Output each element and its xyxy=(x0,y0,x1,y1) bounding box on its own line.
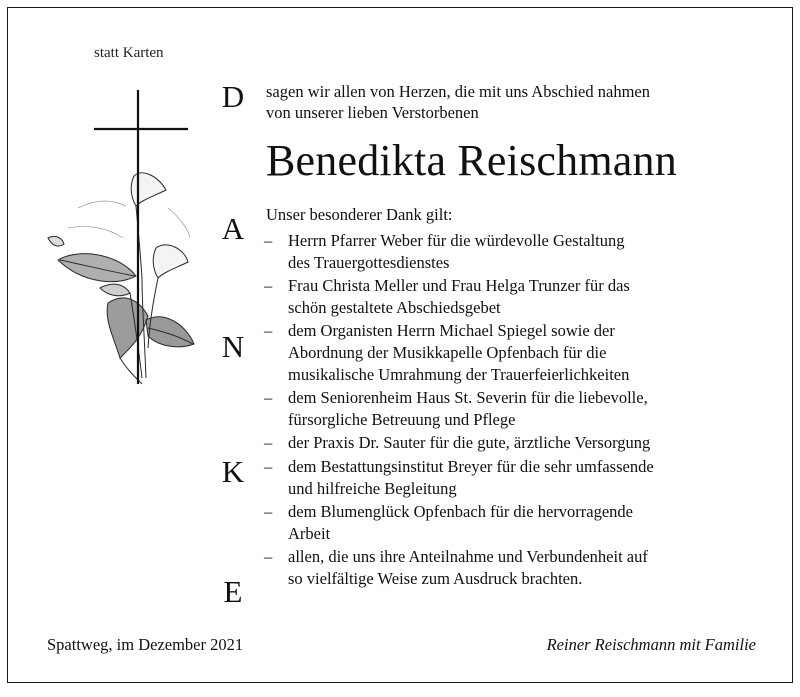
danke-letter-d: D xyxy=(221,79,245,114)
list-item-line: der Praxis Dr. Sauter für die gute, ärztliche Versorgung xyxy=(288,433,651,453)
list-item-line: Arbeit xyxy=(288,523,331,543)
dash-bullet: – xyxy=(264,547,273,567)
dash-bullet: – xyxy=(264,321,273,341)
list-item xyxy=(264,230,774,273)
list-item-line: Abordnung der Musikkapelle Opfenbach für die xyxy=(288,342,607,362)
list-item xyxy=(264,275,774,318)
intro-line-1: sagen wir allen von Herzen, die mit uns Abschied nahmen xyxy=(266,82,650,101)
thanks-heading: Unser besonderer Dank gilt: xyxy=(266,205,453,224)
list-item-line: fürsorgliche Betreuung und Pflege xyxy=(288,409,516,429)
list-item xyxy=(264,501,774,544)
list-item-line: Frau Christa Meller und Frau Helga Trunzer für das xyxy=(288,276,630,296)
list-item-line: dem Seniorenheim Haus St. Severin für die liebevolle, xyxy=(288,388,648,408)
list-item-line: allen, die uns ihre Anteilnahme und Verbundenheit auf xyxy=(288,547,648,567)
intro-text xyxy=(266,81,650,123)
list-item xyxy=(264,456,774,499)
list-item-line: so vielfältige Weise zum Ausdruck brachten. xyxy=(288,568,583,588)
list-item xyxy=(264,546,774,589)
list-item-line: Herrn Pfarrer Weber für die würdevolle Gestaltung xyxy=(288,231,625,250)
danke-letter-k: K xyxy=(221,454,245,489)
dash-bullet: – xyxy=(264,433,273,453)
place-and-date: Spattweg, im Dezember 2021 xyxy=(47,635,244,654)
thanks-list xyxy=(264,230,774,592)
calla-lily-icon xyxy=(48,173,194,384)
cross-with-lilies-illustration xyxy=(38,88,218,398)
obituary-card xyxy=(7,7,793,683)
intro-line-2: von unserer lieben Verstorbenen xyxy=(266,103,479,122)
signature: Reiner Reischmann mit Familie xyxy=(546,635,756,654)
dash-bullet: – xyxy=(264,502,273,522)
statt-karten-label: statt Karten xyxy=(94,45,164,61)
list-item-line: musikalische Umrahmung der Trauerfeierlichkeiten xyxy=(288,364,630,384)
list-item xyxy=(264,387,774,430)
danke-letter-e: E xyxy=(223,574,243,609)
list-item-line: des Trauergottesdienstes xyxy=(288,252,450,272)
dash-bullet: – xyxy=(264,231,273,250)
list-item xyxy=(264,320,774,385)
list-item-line: schön gestaltete Abschiedsgebet xyxy=(288,297,501,317)
danke-letter-a: A xyxy=(221,211,245,246)
list-item xyxy=(264,432,774,454)
list-item-line: dem Bestattungsinstitut Breyer für die sehr umfassende xyxy=(288,456,654,476)
list-item-line: und hilfreiche Begleitung xyxy=(288,478,457,498)
danke-letter-n: N xyxy=(221,329,245,364)
dash-bullet: – xyxy=(264,388,273,408)
list-item-line: dem Organisten Herrn Michael Spiegel sowie der xyxy=(288,321,615,341)
list-item-line: dem Blumenglück Opfenbach für die hervorragende xyxy=(288,502,633,522)
deceased-name: Benedikta Reischmann xyxy=(266,136,677,185)
dash-bullet: – xyxy=(264,456,273,476)
dash-bullet: – xyxy=(264,276,273,296)
cross-icon xyxy=(38,88,218,398)
